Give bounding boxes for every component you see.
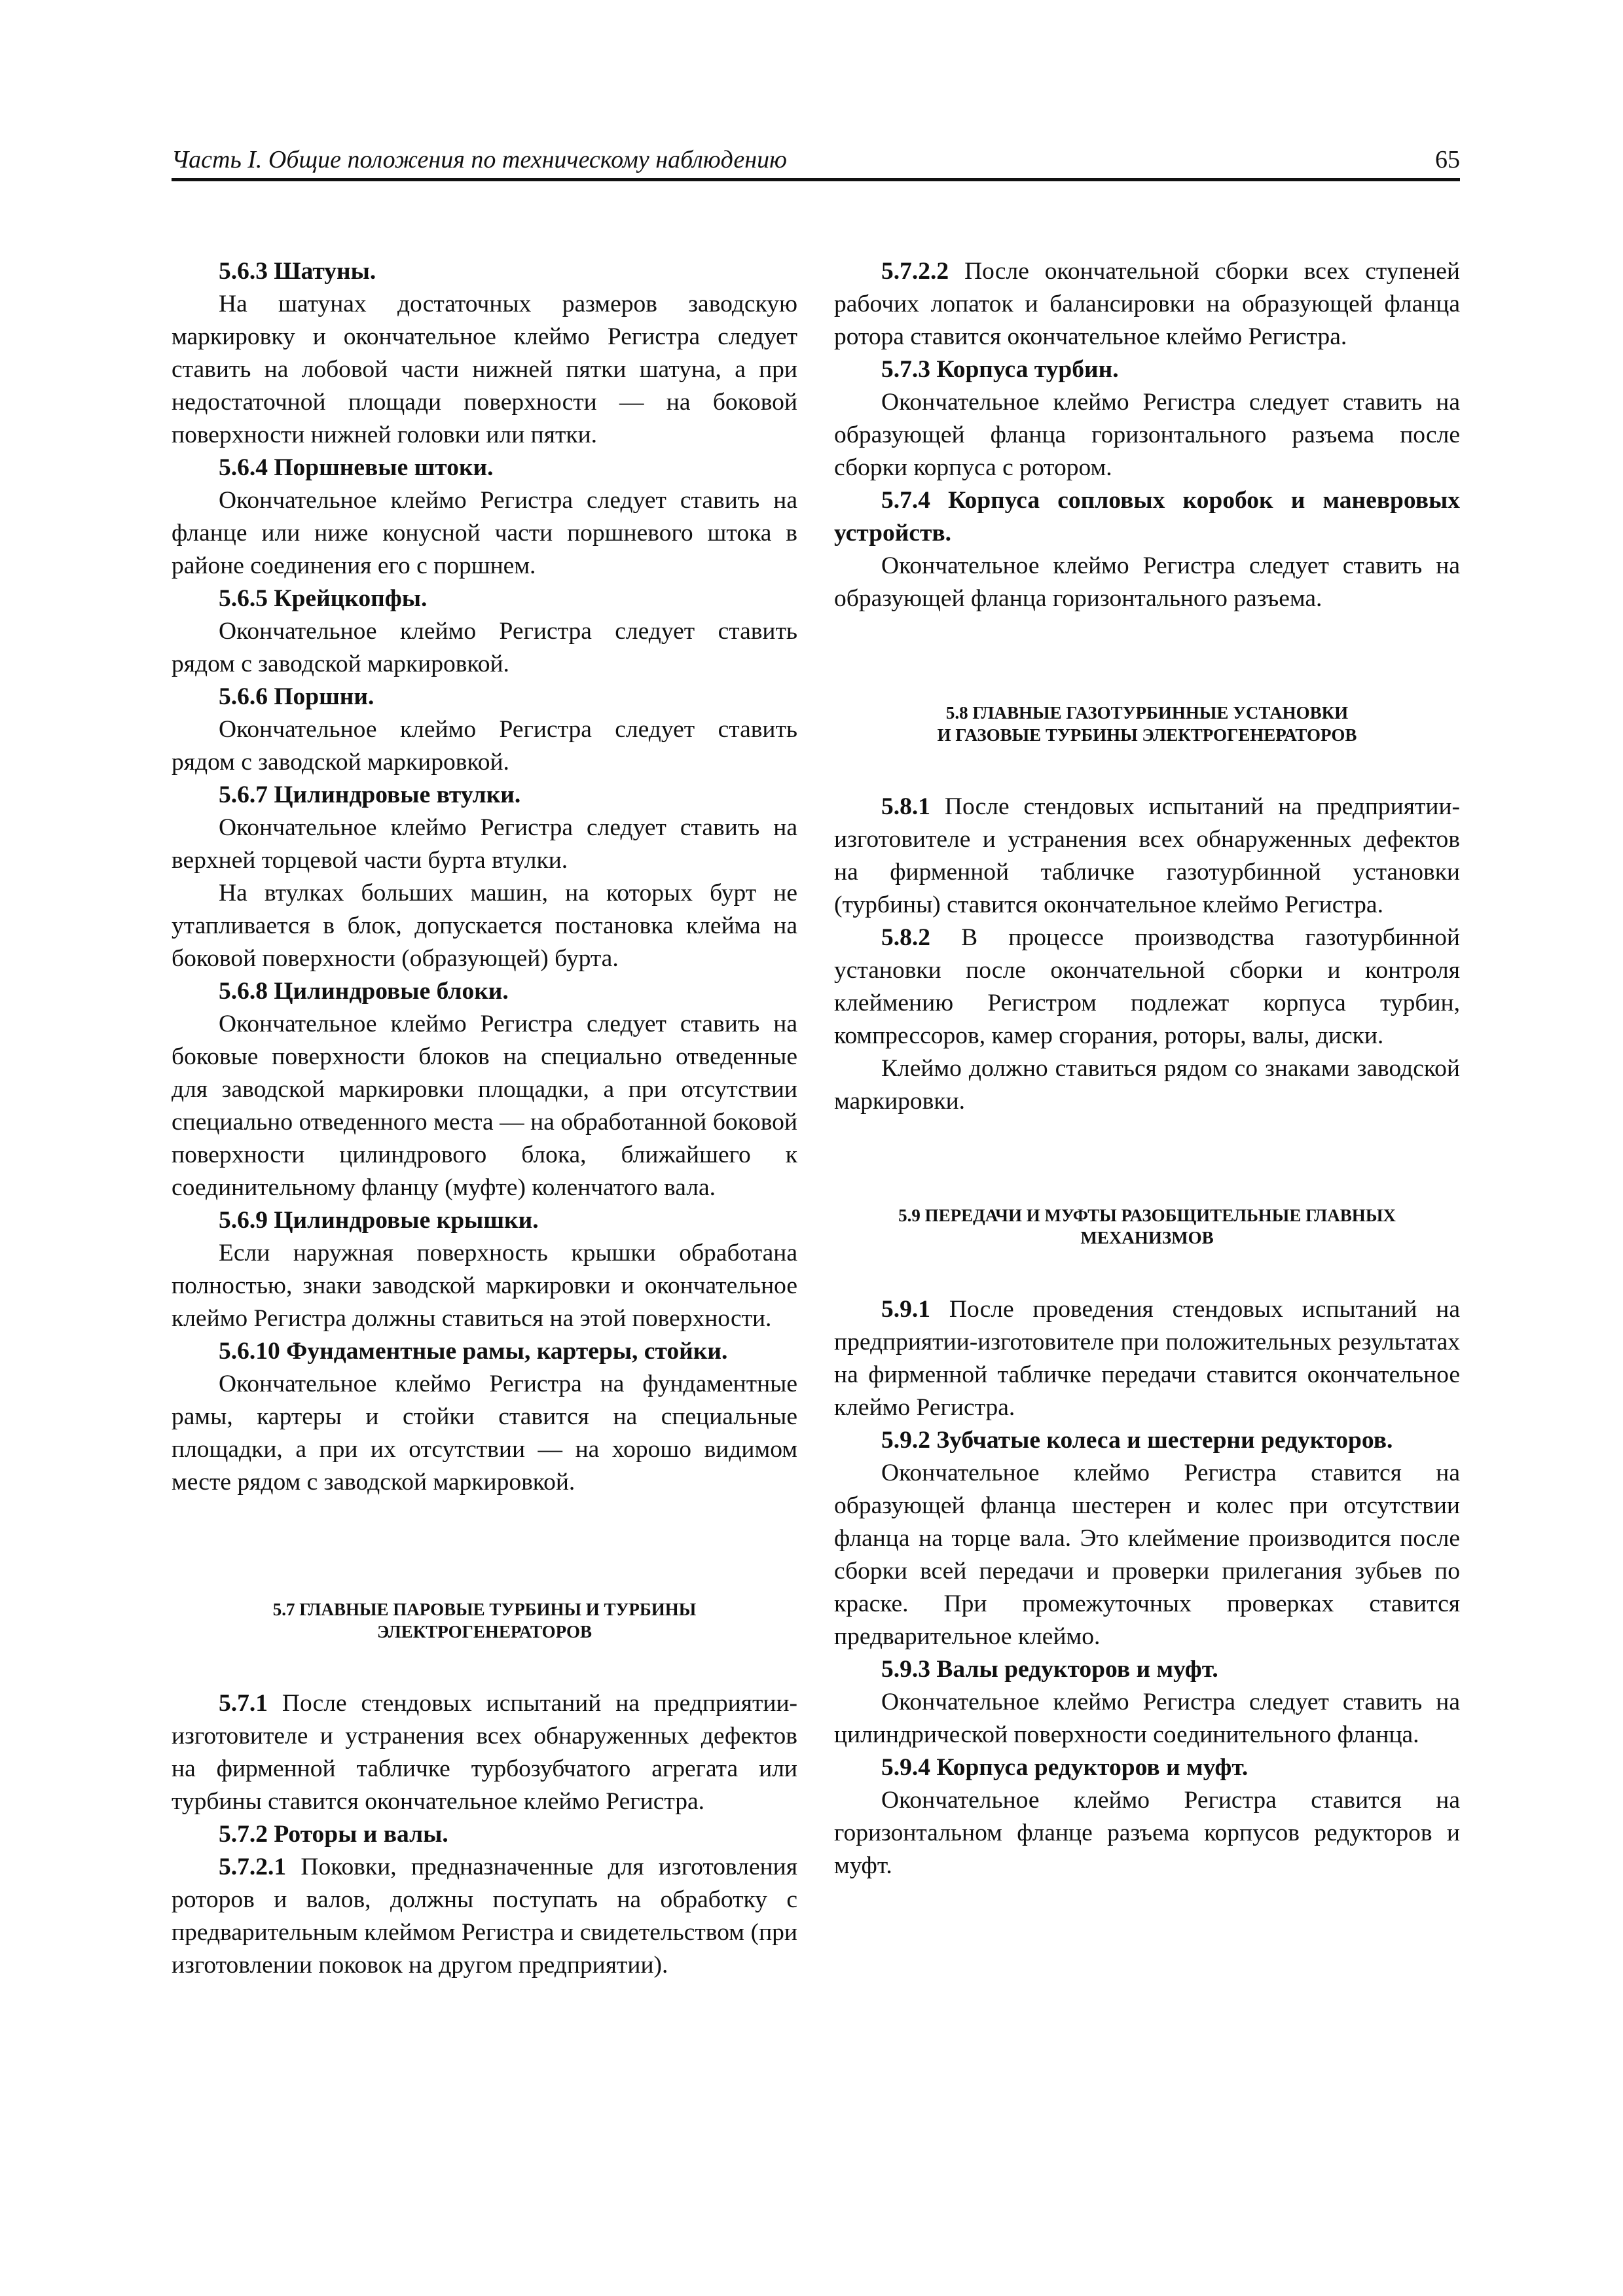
clause-text: После окончательной сборки всех ступеней рабочих лопаток и балансировки на образующей фланца ротора ставится окончательное клеймо Регистра. [834, 258, 1460, 350]
heading-5-6-9: 5.6.9 Цилиндровые крышки. [219, 1207, 539, 1234]
spacer [834, 746, 1460, 791]
paragraph-5-7-2-2 [834, 255, 1460, 353]
paragraph-5-6-10: Окончательное клеймо Регистра на фундаментные рамы, картеры и стойки ставится на специальные площадки, а при их отсутствии — на хорошо видимом месте рядом с заводской маркировкой. [172, 1371, 797, 1496]
clause-number: 5.9.1 [881, 1296, 930, 1323]
paragraph-5-7-1 [172, 1687, 797, 1818]
heading-5-6-4: 5.6.4 Поршневые штоки. [219, 454, 494, 481]
paragraph-5-8-1 [834, 791, 1460, 922]
spacer [172, 1643, 797, 1687]
paragraph-5-8-2 [834, 922, 1460, 1052]
section-title-line: 5.7 ГЛАВНЫЕ ПАРОВЫЕ ТУРБИНЫ И ТУРБИНЫ [272, 1600, 697, 1619]
spacer [172, 1499, 797, 1598]
heading-5-7-4: 5.7.4 Корпуса сопловых коробок и маневровых устройств. [834, 487, 1460, 547]
running-header [172, 145, 1460, 181]
section-title-line: И ГАЗОВЫЕ ТУРБИНЫ ЭЛЕКТРОГЕНЕРАТОРОВ [937, 725, 1357, 745]
section-title-5-7 [172, 1598, 797, 1643]
heading-5-9-3: 5.9.3 Валы редукторов и муфт. [881, 1656, 1218, 1683]
right-column [834, 255, 1460, 1882]
section-title-line: 5.9 ПЕРЕДАЧИ И МУФТЫ РАЗОБЩИТЕЛЬНЫЕ ГЛАВНЫХ [898, 1206, 1396, 1225]
spacer [834, 615, 1460, 702]
heading-5-9-2: 5.9.2 Зубчатые колеса и шестерни редукторов. [881, 1427, 1393, 1454]
paragraph-5-6-8: Окончательное клеймо Регистра следует ставить на боковые поверхности блоков на специально отведенные для заводской маркировки площадки, а при отсутствии специально отведенного места — на обработанной боковой поверхности цилиндрового блока, ближайшего к соединительному фланцу (муфте) коленчатого вала. [172, 1011, 797, 1201]
clause-number: 5.7.2.1 [219, 1854, 287, 1880]
spacer [834, 1249, 1460, 1293]
clause-number: 5.8.1 [881, 793, 930, 820]
page-number: 65 [1435, 146, 1460, 173]
left-column [172, 255, 797, 1982]
paragraph-5-6-3: На шатунах достаточных размеров заводскую маркировку и окончательное клеймо Регистра следует ставить на лобовой части нижней пятки шатуна, а при недостаточной площади поверхности — на боковой поверхности нижней головки или пятки. [172, 291, 797, 448]
heading-5-7-2: 5.7.2 Роторы и валы. [219, 1821, 448, 1848]
clause-number: 5.8.2 [881, 924, 930, 951]
section-title-5-8 [834, 702, 1460, 746]
paragraph-5-8-2b: Клеймо должно ставиться рядом со знаками заводской маркировки. [834, 1055, 1460, 1115]
heading-5-6-6: 5.6.6 Поршни. [219, 683, 374, 710]
heading-5-6-5: 5.6.5 Крейцкопфы. [219, 585, 428, 612]
paragraph-5-6-6: Окончательное клеймо Регистра следует ставить рядом с заводской маркировкой. [172, 716, 797, 776]
paragraph-5-7-2-1 [172, 1851, 797, 1982]
section-title-5-9 [834, 1204, 1460, 1249]
clause-text: Поковки, предназначенные для изготовления роторов и валов, должны поступать на обработку с предварительным клеймом Регистра и свидетельством (при изготовлении поковок на другом предприятии). [172, 1854, 797, 1979]
paragraph-5-9-2: Окончательное клеймо Регистра ставится на образующей фланца шестерен и колес при отсутствии фланца на торце вала. Это клеймение производится после сборки всей передачи и проверки прилегания зубьев по краске. При промежуточных проверках ставится предварительное клеймо. [834, 1460, 1460, 1650]
clause-text: В процессе производства газотурбинной установки после окончательной сборки и контроля клеймению Регистром подлежат корпуса турбин, компрессоров, камер сгорания, роторы, валы, диски. [834, 924, 1461, 1049]
paragraph-5-6-7b: На втулках больших машин, на которых бурт не утапливается в блок, допускается постановка клейма на боковой поверхности (образующей) бурта. [172, 880, 797, 972]
paragraph-5-6-5: Окончательное клеймо Регистра следует ставить рядом с заводской маркировкой. [172, 618, 797, 677]
paragraph-5-7-3: Окончательное клеймо Регистра следует ставить на образующей фланца горизонтального разъема после сборки корпуса с ротором. [834, 389, 1460, 481]
paragraph-5-9-1 [834, 1293, 1460, 1424]
heading-5-7-3: 5.7.3 Корпуса турбин. [881, 356, 1119, 383]
heading-5-9-4: 5.9.4 Корпуса редукторов и муфт. [881, 1754, 1249, 1781]
section-title-line: 5.8 ГЛАВНЫЕ ГАЗОТУРБИННЫЕ УСТАНОВКИ [945, 703, 1349, 723]
clause-number: 5.7.1 [219, 1690, 268, 1717]
paragraph-5-9-3: Окончательное клеймо Регистра следует ставить на цилиндрической поверхности соединительного фланца. [834, 1689, 1460, 1748]
heading-5-6-8: 5.6.8 Цилиндровые блоки. [219, 978, 509, 1005]
clause-number: 5.7.2.2 [881, 258, 949, 285]
header-title: Часть I. Общие положения по техническому наблюдению [172, 146, 787, 173]
paragraph-5-6-4: Окончательное клеймо Регистра следует ставить на фланце или ниже конусной части поршневого штока в районе соединения его с поршнем. [172, 487, 797, 579]
clause-text: После проведения стендовых испытаний на предприятии-изготовителе при положительных результатах на фирменной табличке передачи ставится окончательное клеймо Регистра. [834, 1296, 1460, 1421]
paragraph-5-6-7a: Окончательное клеймо Регистра следует ставить на верхней торцевой части бурта втулки. [172, 814, 797, 874]
heading-5-6-10: 5.6.10 Фундаментные рамы, картеры, стойки. [219, 1338, 728, 1365]
heading-5-6-3: 5.6.3 Шатуны. [219, 258, 376, 285]
spacer [834, 1118, 1460, 1204]
paragraph-5-7-4: Окончательное клеймо Регистра следует ставить на образующей фланца горизонтального разъема. [834, 552, 1460, 612]
clause-text: После стендовых испытаний на предприятии-изготовителе и устранения всех обнаруженных дефектов на фирменной табличке турбозубчатого агрегата или турбины ставится окончательное клеймо Регистра. [172, 1690, 798, 1815]
clause-text: После стендовых испытаний на предприятии-изготовителе и устранения всех обнаруженных дефектов на фирменной табличке газотурбинной установки (турбины) ставится окончательное клеймо Регистра. [834, 793, 1461, 918]
paragraph-5-9-4: Окончательное клеймо Регистра ставится на горизонтальном фланце разъема корпусов редукторов и муфт. [834, 1787, 1460, 1879]
paragraph-5-6-9: Если наружная поверхность крышки обработана полностью, знаки заводской маркировки и окончательное клеймо Регистра должны ставиться на этой поверхности. [172, 1240, 797, 1332]
section-title-line: ЭЛЕКТРОГЕНЕРАТОРОВ [376, 1622, 593, 1641]
section-title-line: МЕХАНИЗМОВ [1080, 1228, 1214, 1247]
heading-5-6-7: 5.6.7 Цилиндровые втулки. [219, 781, 521, 808]
